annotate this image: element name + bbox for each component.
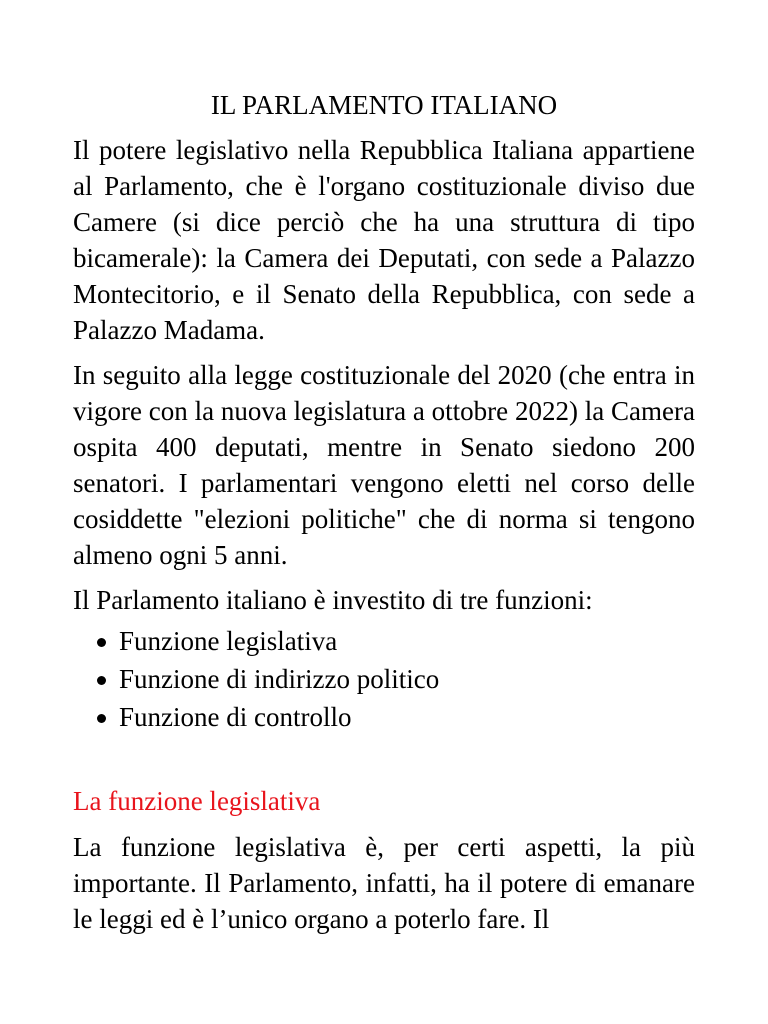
list-item-label: Funzione di indirizzo politico	[119, 664, 440, 694]
paragraph-functions-intro: Il Parlamento italiano è investito di tre funzioni:	[73, 585, 593, 615]
bullet-icon	[97, 638, 106, 647]
bullet-icon	[97, 676, 106, 685]
paragraph-parliament-intro: Il potere legislativo nella Repubblica Italiana appartiene al Parlamento, che è l'organo costituzionale diviso due Camere (si dice perciò che ha una struttura di tipo bicamerale): la Camera dei Deputati, con sede a Palazzo Montecitorio, e il Senato della Repubblica, con sede a Palazzo Madama.	[73, 135, 695, 345]
list-item-label: Funzione legislativa	[119, 626, 338, 656]
document-title: IL PARLAMENTO ITALIANO	[210, 90, 558, 120]
list-item	[73, 698, 695, 736]
section-heading: La funzione legislativa	[73, 786, 321, 816]
functions-list	[73, 622, 695, 736]
list-item	[73, 622, 695, 660]
document-page	[73, 87, 695, 946]
bullet-icon	[97, 714, 106, 723]
list-item	[73, 660, 695, 698]
list-item-label: Funzione di controllo	[119, 702, 352, 732]
paragraph-composition: In seguito alla legge costituzionale del 2020 (che entra in vigore con la nuova legislatura a ottobre 2022) la Camera ospita 400 deputati, mentre in Senato siedono 200 senatori. I parlamentari vengono eletti nel corso delle cosiddette "elezioni politiche" che di norma si tengono almeno ogni 5 anni.	[73, 360, 695, 570]
section-body: La funzione legislativa è, per certi aspetti, la più importante. Il Parlamento, infatti, ha il potere di emanare le leggi ed è l’unico organo a poterlo fare. Il	[73, 832, 695, 934]
